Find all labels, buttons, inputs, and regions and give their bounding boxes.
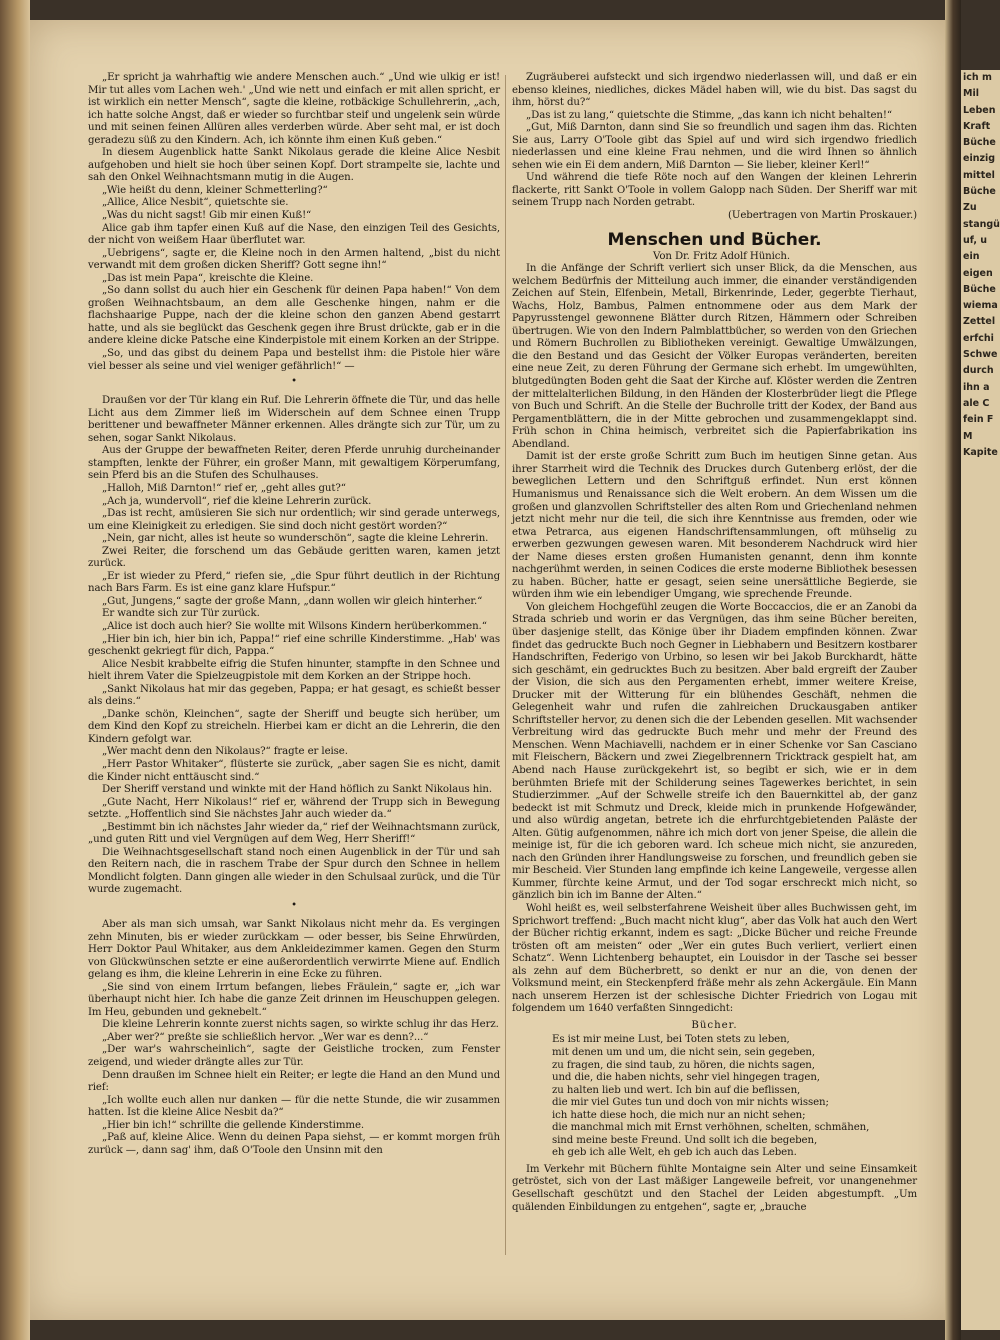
story-paragraph: „Nein, gar nicht, alles ist heute so wunderschön“, sagte die kleine Lehrerin. [102,533,489,545]
story-paragraph: „Was du nicht sagst! Gib mir einen Kuß!“ [102,210,312,222]
translation-credit: (Uebertragen von Martin Proskauer.) [728,210,917,222]
story-paragraph: „So dann sollst du auch hier ein Geschenk für deinen Papa haben!“ Von dem großen Weihnachtsbaum, an dem alle Geschenke hingen, nahm er die flachshaarige Puppe, nach der die kleine schon den ganzen Abend gestarrt hatte, und als sie beglückt das Geschenk gegen ihre Brust drückte, gab er in die andere kleine dicke Patsche eine Kinderpistole mit einem Korken an der Strippe. [88,285,500,347]
adjacent-page-fragment: uf, u [963,234,988,246]
story-paragraph: Aus der Gruppe der bewaffneten Reiter, deren Pferde unruhig durcheinander stampften, lenkte der Führer, ein großer Mann, mit gewaltigem Körperumfang, sein Pferd bis an die Stufen des Schulhauses. [88,445,500,482]
adjacent-page-fragment: M [963,430,973,442]
story-paragraph: Und während die tiefe Röte noch auf den Wangen der kleinen Lehrerin flackerte, ritt Sankt O'Toole in vollem Galopp nach Süden. Der Sheriff war mit seinem Trupp nach Norden getrabt. [512,172,917,209]
adjacent-page-fragment: Zettel [963,316,996,328]
story-paragraph: „Uebrigens“, sagte er, die Kleine noch in den Armen haltend, „bist du nicht verwandt mit dem großen dicken Sheriff? Gott segne ihn!“ [88,247,500,272]
story-paragraph: Draußen vor der Tür klang ein Ruf. Die Lehrerin öffnete die Tür, und das helle Licht aus dem Zimmer ließ im Widerschein auf dem Schnee einen Trupp berittener und bewaffneter Männer erkennen. Alles drängte sich zur Tür, um zu sehen, sogar Sankt Nikolaus. [88,395,500,444]
story-paragraph: „Paß auf, kleine Alice. Wenn du deinen Papa siehst, — er kommt morgen früh zurück —, dann sag' ihm, daß O'Toole den Unsinn mit den [88,1132,500,1156]
story-part-2 [88,395,500,897]
story-continuation [512,72,917,210]
adjacent-page-fragment: ale C [963,397,990,409]
adjacent-page-fragment: wiema [963,300,998,312]
adjacent-page-fragment: einzig [963,153,996,165]
story-paragraph: „Herr Pastor Whitaker“, flüsterte sie zurück, „aber sagen Sie es nicht, damit die Kinder nicht enttäuscht sind.“ [88,758,500,783]
adjacent-page-fragment: Mil [963,88,979,100]
poem-line: Es ist mir meine Lust, bei Toten stets zu leben, [552,1034,790,1046]
article-paragraph: Wohl heißt es, weil selbsterfahrene Weisheit über alles Buchwissen geht, im Sprichwort treffend: „Buch macht nicht klug“, aber das Volk hat auch den Wert der Bücher richtig erkannt, indem es sagt: „Dicke Bücher und reiche Freunde trösten oft am meisten“ oder „Wer ein gutes Buch verliert, verliert einen Schatz“. Wenn Lichtenberg behauptet, ein Louisdor in der Tasche sei besser als zehn auf dem Bücherbrett, so denkt er nur an die, von denen der Volksmund meint, ein Steckenpferd fräße mehr als zehn Ackergäule. Ein Mann nach unserem Herzen ist der schlesische Dichter Friedrich von Logau mit folgendem um 1640 verfaßten Sinngedicht: [512,903,917,1015]
adjacent-page-fragment: ein [963,251,980,263]
story-paragraph: Denn draußen im Schnee hielt ein Reiter; er legte die Hand an den Mund und rief: [88,1069,500,1094]
article-paragraph: Von gleichem Hochgefühl zeugen die Worte Boccaccios, die er an Zanobi da Strada schrieb und worin er das Vergnügen, das ihm seine Bücher bereiten, über dasjenige stellt, das Könige über ihr Diadem empfinden können. Zwar findet das gedruckte Buch noch Gegner in Liebhabern und Besitzern kostbarer Handschriften, Federigo von Urbino, so lesen wir bei Jakob Burckhardt, hätte sich geschämt, ein gedrucktes Buch zu besitzen. Aber bald ergreift der Zauber der Vision, die sich aus den Pergamenten erhebt, immer weitere Kreise, Drucker mit der Witterung für ein blühendes Geschäft, nehmen die Gelegenheit wahr und rufen die zahlreichen Druckausgaben antiker Schriftsteller hervor, zu denen sich die der Lebenden gesellen. Mit wachsender Verbreitung wird das gedruckte Buch mehr und mehr der Freund des Menschen. Wenn Machiavelli, nachdem er in einer Schenke vor San Casciano mit Fleischern, Bäckern und zwei Ziegelbrennern Tricktrack gespielt hat, am Abend nach Hause zurückgekehrt ist, so begibt er sich, wie er in dem berühmten Briefe mit der Schilderung seines Tagewerkes berichtet, in sein Studierzimmer. „Auf der Schwelle streife ich den Bauernkittel ab, der ganz bedeckt ist mit Schmutz und Dreck, kleide mich in prunkende Hofgewänder, und also würdig angetan, betrete ich die ehrfurchtgebietenden Paläste der Alten. Gütig aufgenommen, nähre ich mich dort von jener Speise, die allein die meinige ist, für die ich geboren ward. Ich scheue mich nicht, sie anzureden, nach den Gründen ihrer Handlungsweise zu forschen, und freundlich geben sie mir Bescheid. Vier Stunden lang empfinde ich keine Langeweile, vergesse allen Kummer, fürchte keine Armut, und der Tod sogar erschreckt mich nicht, so gänzlich bin ich im Banne der Alten.“ [512,601,917,902]
story-paragraph: „Sankt Nikolaus hat mir das gegeben, Pappa; er hat gesagt, es schießt besser als deins.“ [88,683,500,708]
adjacent-page-fragment: Kraft [963,120,991,132]
story-part-3 [88,919,500,1157]
book-gutter-right [945,0,961,1340]
story-paragraph: „Danke schön, Kleinchen“, sagte der Sheriff und beugte sich herüber, um dem Kind den Kopf zu streicheln. Hierbei kam er dicht an die Lehrerin, die den Kindern gefolgt war. [88,708,500,745]
story-paragraph: „Das ist zu lang,“ quietschte die Stimme, „das kann ich nicht behalten!“ [526,109,892,121]
book-binding-left [0,0,30,1340]
adjacent-page-fragment: Leben [963,104,996,116]
story-paragraph: „Ich wollte euch allen nur danken — für die nette Stunde, die wir zusammen hatten. Ist die kleine Alice Nesbit da?“ [88,1094,500,1119]
poem-line: zu fragen, die sind taub, zu hören, die nichts sagen, [552,1059,815,1071]
poem-title: Bücher. [691,1019,738,1031]
poem-line: ich hatte diese hoch, die mich nur an nicht sehen; [552,1109,806,1121]
story-paragraph: „Hier bin ich, hier bin ich, Pappa!“ rief eine schrille Kinderstimme. „Hab' was geschenkt gekriegt für dich, Pappa.“ [88,633,500,658]
story-paragraph: „Ach ja, wundervoll“, rief die kleine Lehrerin zurück. [102,495,372,507]
story-paragraph: „Gut, Miß Darnton, dann sind Sie so freundlich und sagen ihm das. Richten Sie aus, Larry O'Toole gibt das Spiel auf und wird sich irgendwo friedlich niederlassen und eine kleine Frau nehmen, und die wird Ihnen so ähnlich sehen wie ein Ei dem andern, Miß Darnton — Sie lieber, kleiner Kerl!“ [512,122,917,171]
poem-line: und die, die haben nichts, sehr viel hingegen tragen, [552,1072,820,1084]
adjacent-page-fragment: mittel [963,169,995,181]
story-paragraph: Alice gab ihm tapfer einen Kuß auf die Nase, den einzigen Teil des Gesichts, der nicht von weißem Haar überflutet war. [88,222,500,247]
story-paragraph: „Allice, Alice Nesbit“, quietschte sie. [102,197,289,209]
article-paragraph: Damit ist der erste große Schritt zum Buch im heutigen Sinne getan. Aus ihrer Starrheit wird die Technik des Druckes durch Gutenberg erlöst, der die beweglichen Lettern und den Schriftguß erfindet. Nun erst können Humanismus und Renaissance sich die Welt erobern. An dem Wissen um die großen und glanzvollen Schriftsteller des alten Rom und Griechenland nehmen jetzt nicht mehr nur die teil, die sich ihre Kenntnisse aus fremden, oder wie etwa Petrarca, aus eigenen Handschriftensammlungen, oft mühselig zu erwerben gezwungen gewesen waren. Mit besonderem Nachdruck wird hier der Name dieses ersten großen Humanisten genannt, denn ihm konnte nachgerühmt werden, in seinen Codices die erste moderne Bibliothek besessen zu haben. Bücher, hatte er gesagt, seien seine unersättliche Begierde, sie würden ihm wie ein lebendiger Umgang, wie sprechende Freunde. [512,451,917,601]
adjacent-page-fragment: Kapite [963,446,998,458]
poem [552,1034,917,1159]
poem-line: die mir viel Gutes tun und doch von mir nichts wissen; [552,1097,829,1109]
story-paragraph: „Wie heißt du denn, kleiner Schmetterling?“ [102,184,328,196]
story-column [88,72,500,1157]
section-separator: • [291,376,297,388]
adjacent-page-edge [961,70,1000,1330]
story-paragraph: „Hier bin ich!“ schrillte die gellende Kinderstimme. [102,1119,365,1131]
story-paragraph: Die Weihnachtsgesellschaft stand noch einen Augenblick in der Tür und sah den Reitern nach, die in raschem Trabe der Spur durch den Schnee in hellem Mondlicht folgten. Dann gingen alle wieder in den Schulsaal zurück, und die Tür wurde zugemacht. [88,846,500,896]
story-paragraph: In diesem Augenblick hatte Sankt Nikolaus gerade die kleine Alice Nesbit aufgehoben und hielt sie hoch über seinen Kopf. Dort strampelte sie, lachte und sah den Onkel Weihnachtsmann mutig in die Augen. [88,147,500,184]
section-separator-2: • [291,900,297,911]
story-paragraph: Alice Nesbit krabbelte eifrig die Stufen hinunter, stampfte in den Schnee und hielt ihrem Vater die Spielzeugpistole mit dem Korken an der Strippe hoch. [88,658,500,683]
poem-line: zu halten lieb und wert. Ich bin auf die beflissen, [552,1084,801,1096]
story-paragraph: „Wer macht denn den Nikolaus?“ fragte er leise. [102,746,348,758]
adjacent-page-fragment: durch [963,365,994,377]
story-paragraph: Aber als man sich umsah, war Sankt Nikolaus nicht mehr da. Es vergingen zehn Minuten, bis er wieder zurückkam — oder besser, bis Seine Ehrwürden, Herr Doktor Paul Whitaker, aus dem Ankleidezimmer kamen. Gegen den Sturm von Glückwünschen setzte er eine außerordentlich verwirrte Miene auf. Endlich gelang es ihm, die kleine Lehrerin in eine Ecke zu führen. [88,919,500,981]
story-paragraph: Zugräuberei aufsteckt und sich irgendwo niederlassen will, und daß er ein ebenso kleines, niedliches, dickes Mädel haben will, wie du bist. Das sagst du ihm, hörst du?“ [512,72,917,109]
adjacent-page-fragment: stangü [963,218,1000,230]
story-paragraph: „Aber wer?“ preßte sie schließlich hervor. „Wer war es denn?...“ [102,1031,429,1043]
adjacent-page-fragment: ihn a [963,381,990,393]
article-title: Menschen und Bücher. [607,229,822,250]
article-column [512,72,917,1214]
poem-line: mit denen um und um, die nicht sein, sein gegeben, [552,1047,816,1059]
story-paragraph: „Gute Nacht, Herr Nikolaus!“ rief er, während der Trupp sich in Bewegung setzte. „Hoffentlich sind Sie nächstes Jahr auch wieder da.“ [88,796,500,821]
story-paragraph: „Sie sind von einem Irrtum befangen, liebes Fräulein,“ sagte er, „ich war überhaupt nicht hier. Ich habe die ganze Zeit drinnen im Heuschuppen gelegen. Im Heu, gebunden und geknebelt.“ [88,981,500,1018]
story-paragraph: „Er ist wieder zu Pferd,“ riefen sie, „die Spur führt deutlich in der Richtung nach Bars Farm. Es ist eine ganz klare Hufspur.“ [88,570,500,595]
column-rule [505,75,506,1255]
adjacent-page-fragment: Büche [963,186,996,198]
adjacent-page-fragment: ich m [963,72,992,83]
article-byline: Von Dr. Fritz Adolf Hünich. [653,250,790,262]
poem-line: eh geb ich alle Welt, eh geb ich auch das Leben. [552,1147,797,1159]
story-paragraph: Die kleine Lehrerin konnte zuerst nichts sagen, so wirkte schlug ihr das Herz. [102,1019,499,1031]
adjacent-page-fragment: Schwe [963,349,998,361]
story-paragraph: „Bestimmt bin ich nächstes Jahr wieder da,“ rief der Weihnachtsmann zurück, „und guten Ritt und viel Vergnügen auf dem Weg, Herr Sheriff!“ [88,821,500,846]
adjacent-page-fragment: eigen [963,267,993,279]
adjacent-page-fragment: Zu [963,202,977,214]
story-paragraph: Zwei Reiter, die forschend um das Gebäude geritten waren, kamen jetzt zurück. [88,545,500,570]
story-paragraph: „Das ist recht, amüsieren Sie sich nur ordentlich; wir sind gerade unterwegs, um eine Kleinigkeit zu erledigen. Sie sind doch nicht gestört worden?“ [88,508,500,532]
story-paragraph: „Der war's wahrscheinlich“, sagte der Geistliche trocken, zum Fenster zeigend, und wieder drängte alles zur Tür. [88,1044,500,1069]
poem-line: sind meine beste Freund. Und sollt ich die begeben, [552,1134,818,1146]
story-paragraph: „Das ist mein Papa“, kreischte die Kleine. [102,272,314,284]
story-paragraph: „Er spricht ja wahrhaftig wie andere Menschen auch.“ „Und wie ulkig er ist! Mir tut alles vom Lachen weh.' „Und wie nett und einfach er mit allen spricht, er ist wirklich ein netter Mensch“, sagte die kleine, rotbäckige Schullehrerin, „ach, ich hatte solche Angst, daß er wieder so furchtbar steif und ungelenk sein würde und mit seinen feinen Allüren alles verderben würde. Aber seht mal, er ist doch geradezu süß zu den Kindern. Ach, ich könnte ihm einen Kuß geben.“ [88,72,501,146]
poem-line: die manchmal mich mit Ernst verhöhnen, schelten, schmähen, [552,1122,870,1134]
story-paragraph: „Halloh, Miß Darnton!“ rief er, „geht alles gut?“ [102,482,346,494]
article-closing: Im Verkehr mit Büchern fühlte Montaigne sein Alter und seine Einsamkeit getröstet, sich von der Last mäßiger Langeweile befreit, vor unangenehmer Gesellschaft geschützt und den Stachel der Leiden abgestumpft. „Um quälenden Einbildungen zu entgehen“, sagte er, „brauche [512,1163,917,1213]
adjacent-page-fragment: fein F [963,414,994,426]
adjacent-page-fragment: erfchi [963,332,994,344]
story-paragraph: „Alice ist doch auch hier? Sie wollte mit Wilsons Kindern herüberkommen.“ [102,620,487,632]
adjacent-page-fragment: Büche [963,137,996,149]
article-paragraph: In die Anfänge der Schrift verliert sich unser Blick, da die Menschen, aus welchem Bedürfnis der Mitteilung auch immer, die einander verständigenden Zeichen auf Stein, Elfenbein, Metall, Birkenrinde, Leder, gegerbte Tierhaut, Wachs, Holz, Bambus, Palmen entnommene oder aus dem Mark der Papyrusstengel gewonnene Blätter durch Ritzen, Hämmern oder Schreiben übertrugen. Wie von den Indern Palmblattbücher, so werden von den Griechen und Römern Buchrollen zu Bibliotheken vereinigt. Gewaltige Umwälzungen, die den Bestand und das Gesicht der Völker Europas veränderten, bereiten eine neue Zeit, zu deren Führung der Germane sich erhebt. Im umgewühlten, blutgedüngten Boden geht die Saat der Kirche auf. Klöster werden die Zentren der mittelalterlichen Bildung, in den Händen der Klosterbrüder liegt die Pflege von Buch und Schrift. An die Stelle der Buchrolle tritt der Kodex, der Band aus Pergamentblättern, die in der Mitte gebrochen und zusammengeklappt sind. Früh schon in China heimisch, verbreitet sich die Papierfabrikation ins Abendland. [512,263,917,450]
article-body [512,263,917,1016]
story-paragraph: Er wandte sich zur Tür zurück. [102,608,260,620]
story-part-1 [88,72,500,373]
story-paragraph: Der Sheriff verstand und winkte mit der Hand höflich zu Sankt Nikolaus hin. [102,784,493,796]
story-paragraph: „So, und das gibst du deinem Papa und bestellst ihm: die Pistole hier wäre viel besser als seine und viel weniger gefährlich!“ — [88,348,500,372]
adjacent-page-fragment: Büche [963,283,996,295]
story-paragraph: „Gut, Jungens,“ sagte der große Mann, „dann wollen wir gleich hinterher.“ [102,595,483,607]
